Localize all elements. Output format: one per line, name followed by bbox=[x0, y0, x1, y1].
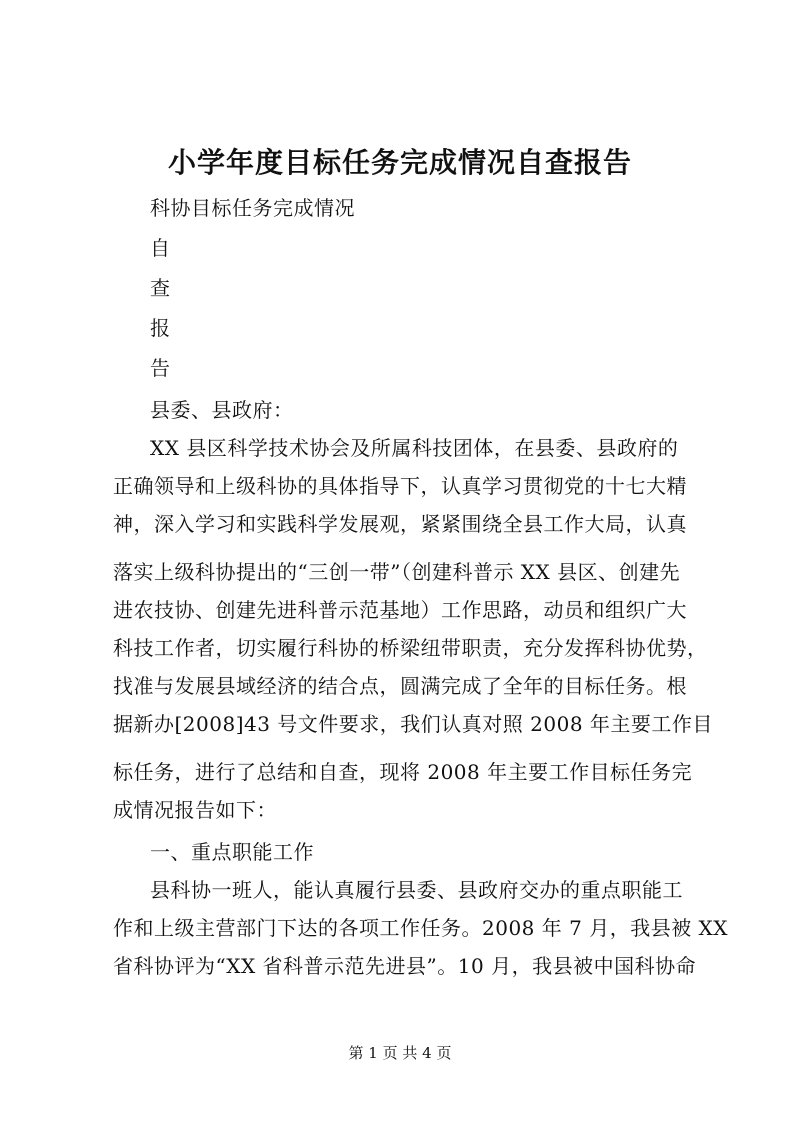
paragraph-line: 省科协评为“XX 省科普示范先进县”。10 月，我县被中国科协命 bbox=[113, 954, 697, 978]
paragraph-line: 找准与发展县域经济的结合点，圆满完成了全年的目标任务。根 bbox=[113, 674, 687, 698]
paragraph-line: 科技工作者，切实履行科协的桥梁纽带职责，充分发挥科协优势， bbox=[113, 636, 708, 660]
paragraph-line: XX 县区科学技术协会及所属科技团体，在县委、县政府的 bbox=[150, 436, 679, 460]
paragraph-line: 正确领导和上级科协的具体指导下，认真学习贯彻党的十七大精 bbox=[113, 474, 687, 498]
paragraph-line: 神，深入学习和实践科学发展观，紧紧围绕全县工作大局，认真 bbox=[113, 512, 687, 536]
paragraph-line: 进农技协、创建先进科普示范基地）工作思路，动员和组织广大 bbox=[113, 598, 687, 622]
subtitle-line: 查 bbox=[150, 276, 171, 300]
paragraph-line: 据新办[2008]43 号文件要求，我们认真对照 2008 年主要工作目 bbox=[113, 712, 713, 736]
document-title: 小学年度目标任务完成情况自查报告 bbox=[167, 146, 632, 179]
section-heading: 一、重点职能工作 bbox=[150, 840, 314, 864]
paragraph-line: 落实上级科协提出的“三创一带”（创建科普示 XX 县区、创建先 bbox=[113, 560, 681, 584]
paragraph-line: 县科协一班人，能认真履行县委、县政府交办的重点职能工 bbox=[150, 878, 683, 902]
subtitle-line: 告 bbox=[150, 356, 171, 380]
subtitle-line: 自 bbox=[150, 236, 171, 260]
subtitle-line: 科协目标任务完成情况 bbox=[150, 196, 355, 220]
subtitle-line: 报 bbox=[150, 316, 171, 340]
salutation: 县委、县政府： bbox=[150, 398, 294, 422]
page-footer: 第 1 页 共 4 页 bbox=[348, 1044, 452, 1062]
paragraph-line: 标任务，进行了总结和自查，现将 2008 年主要工作目标任务完 bbox=[113, 760, 693, 784]
paragraph-line: 作和上级主营部门下达的各项工作任务。2008 年 7 月，我县被 XX bbox=[113, 916, 729, 940]
paragraph-line: 成情况报告如下： bbox=[113, 798, 277, 822]
